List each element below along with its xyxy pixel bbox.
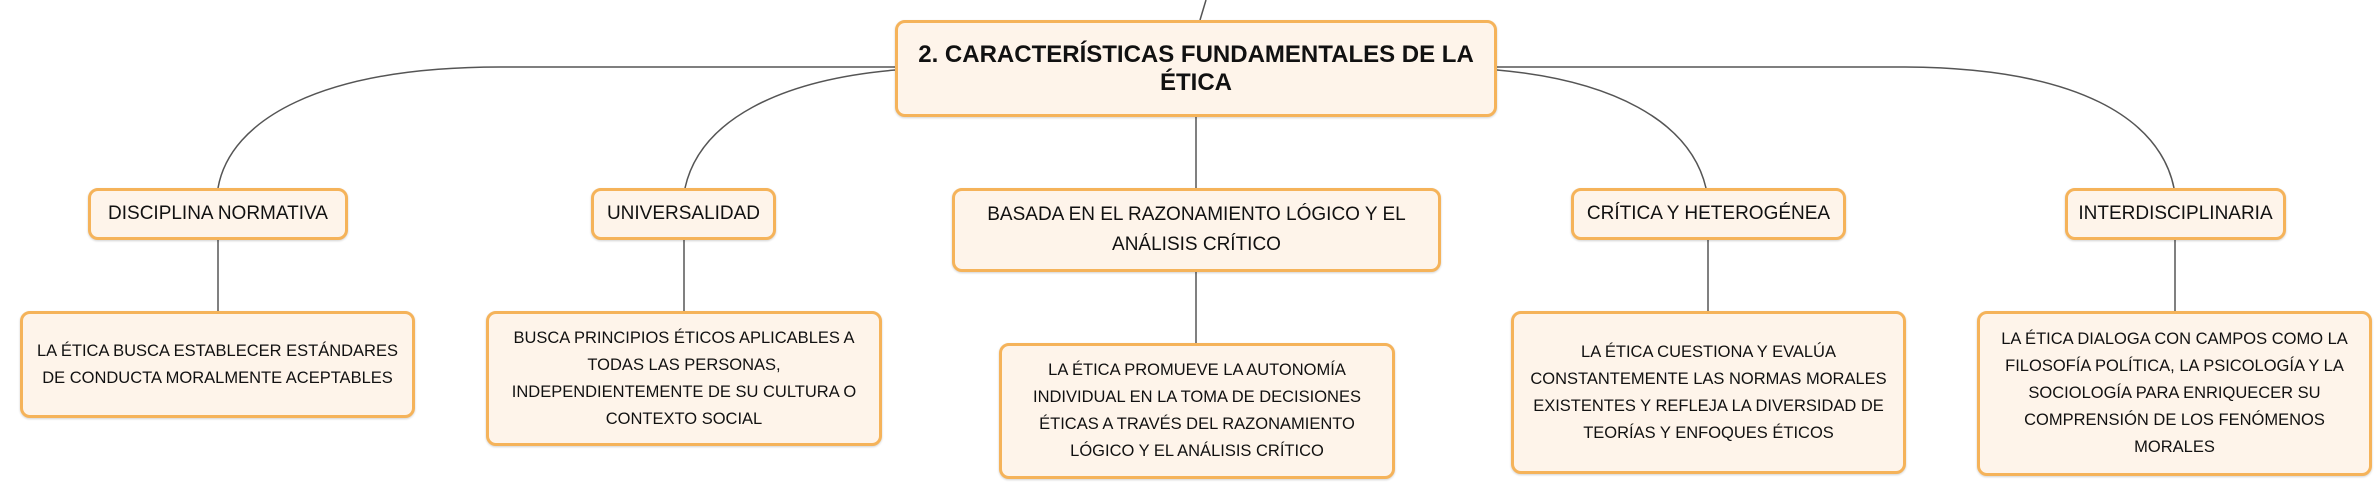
connector-root-interdisciplinaria — [1497, 67, 2174, 188]
subtopic-text: LA ÉTICA CUESTIONA Y EVALÚA CONSTANTEMENTE LAS NORMAS MORALES EXISTENTES Y REFLEJA LA DIVERSIDAD DE TEORÍAS Y ENFOQUES ÉTICOS — [1530, 342, 1887, 442]
root-topic-label: 2. CARACTERÍSTICAS FUNDAMENTALES DE LA ÉTICA — [918, 40, 1474, 96]
topic-label: CRÍTICA Y HETEROGÉNEA — [1586, 203, 1831, 224]
connector-root-critica — [1497, 70, 1706, 188]
topic-interdisciplinaria[interactable] — [2065, 188, 2286, 240]
connector-parent — [1200, 0, 1206, 20]
connector-root-universalidad — [685, 70, 895, 188]
topic-razonamiento-logico[interactable] — [952, 188, 1441, 272]
topic-label: DISCIPLINA NORMATIVA — [108, 203, 328, 224]
subtopic-text: BUSCA PRINCIPIOS ÉTICOS APLICABLES A TODAS LAS PERSONAS, INDEPENDIENTEMENTE DE SU CULTURA O CONTEXTO SOCIAL — [511, 328, 857, 428]
subtopic-universalidad[interactable] — [486, 311, 882, 446]
subtopic-text: LA ÉTICA PROMUEVE LA AUTONOMÍA INDIVIDUAL EN LA TOMA DE DECISIONES ÉTICAS A TRAVÉS DEL RAZONAMIENTO LÓGICO Y EL ANÁLISIS CRÍTICO — [1033, 361, 1361, 460]
subtopic-interdisciplinaria[interactable] — [1977, 311, 2372, 476]
connector-root-disciplina — [218, 67, 895, 188]
subtopic-razonamiento-logico[interactable] — [999, 343, 1395, 479]
topic-label: UNIVERSALIDAD — [606, 203, 761, 224]
root-topic[interactable] — [895, 20, 1497, 117]
topic-universalidad[interactable] — [591, 188, 776, 240]
subtopic-disciplina-normativa[interactable] — [20, 311, 415, 418]
topic-label: BASADA EN EL RAZONAMIENTO LÓGICO Y EL ANÁLISIS CRÍTICO — [987, 204, 1406, 255]
subtopic-text: LA ÉTICA BUSCA ESTABLECER ESTÁNDARES DE CONDUCTA MORALMENTE ACEPTABLES — [37, 341, 398, 387]
topic-critica-heterogenea[interactable] — [1571, 188, 1846, 240]
topic-disciplina-normativa[interactable] — [88, 188, 348, 240]
subtopic-text: LA ÉTICA DIALOGA CON CAMPOS COMO LA FILOSOFÍA POLÍTICA, LA PSICOLOGÍA Y LA SOCIOLOGÍA PARA ENRIQUECER SU COMPRENSIÓN DE LOS FENÓMENOS MORALES — [2001, 330, 2348, 456]
subtopic-critica-heterogenea[interactable] — [1511, 311, 1906, 474]
topic-label: INTERDISCIPLINARIA — [2078, 203, 2273, 224]
